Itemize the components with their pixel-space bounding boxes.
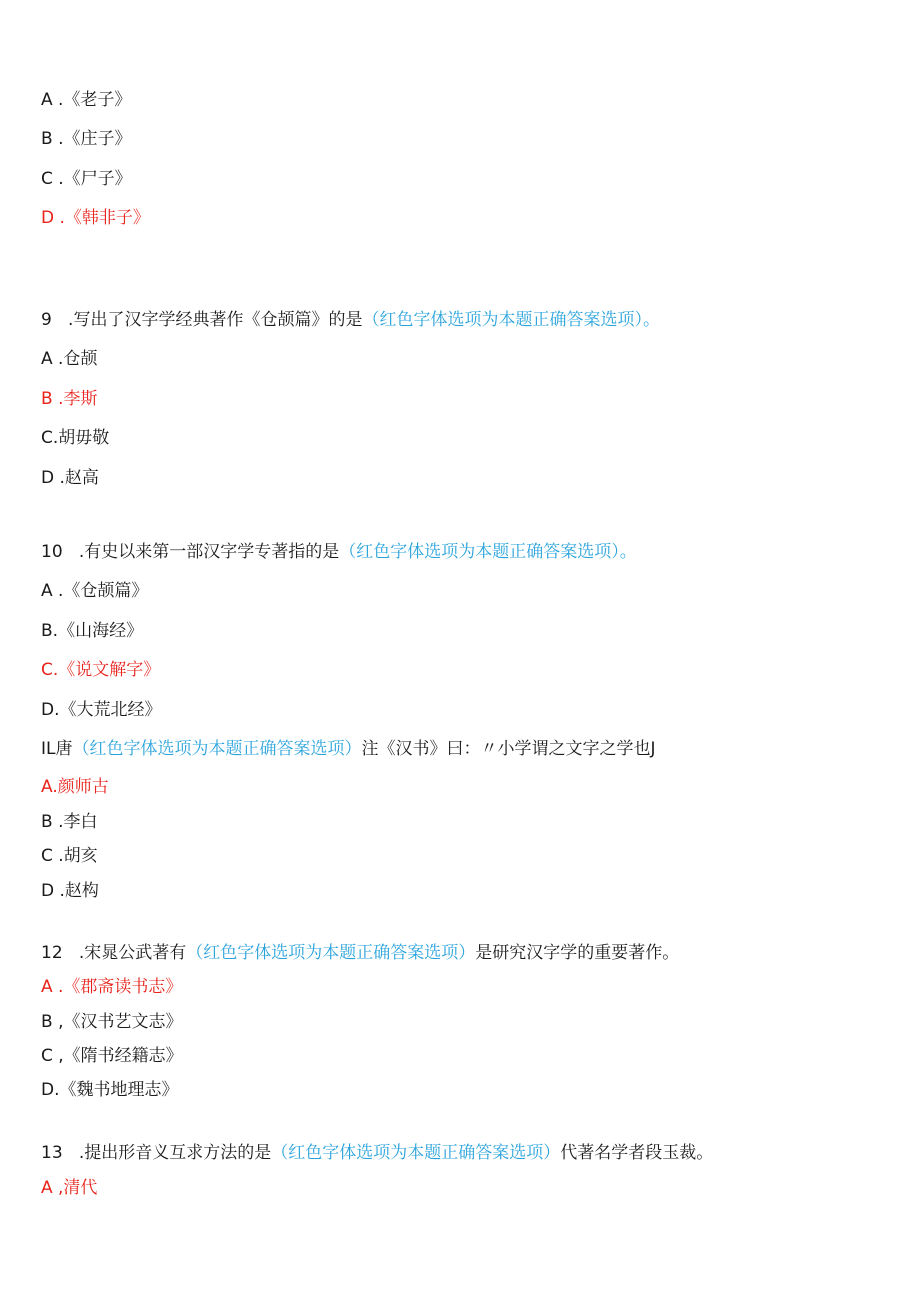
question-number: 13: [41, 1143, 63, 1163]
q9-option-d: D .赵高: [41, 468, 99, 488]
answer-hint: （红色字体选项为本题正确答案选项）: [72, 739, 362, 759]
question-number: 9: [41, 310, 52, 330]
answer-hint: （红色字体选项为本题正确答案选项）: [362, 310, 643, 330]
q9-option-a: A .仓颉: [41, 349, 98, 369]
question-number: IL: [41, 739, 56, 759]
question-number: 12: [41, 943, 63, 963]
q11-option-d: D .赵构: [41, 881, 99, 901]
answer-hint: （红色字体选项为本题正确答案选项）: [271, 1143, 561, 1163]
q12-stem: [41, 941, 679, 965]
question-stem-text: .写出了汉字学经典著作《仓颉篇》的是: [68, 310, 363, 330]
answer-hint: （红色字体选项为本题正确答案选项）: [339, 542, 620, 562]
question-stem-text: 唐: [55, 739, 73, 759]
q11-option-b: B .李白: [41, 812, 98, 832]
question-stem-end: 是研究汉字学的重要著作。: [475, 943, 680, 963]
answer-hint: （红色字体选项为本题正确答案选项）: [186, 943, 476, 963]
question-stem-text: .宋晁公武著有: [78, 943, 187, 963]
q10-stem: [41, 540, 637, 564]
question-stem-end: 注《汉书》曰：〃小学谓之文字之学也J: [361, 739, 656, 759]
q10-option-b: B.《山海经》: [41, 621, 144, 641]
question-stem-end: 。: [642, 310, 660, 330]
q12-option-a: A .《郡斋读书志》: [41, 977, 183, 997]
q9-option-c: C.胡毋敬: [41, 428, 110, 448]
q13-option-a: A ,清代: [41, 1178, 98, 1198]
question-number: 10: [41, 542, 63, 562]
q10-option-a: A .《仓颉篇》: [41, 581, 149, 601]
q10-option-d: D.《大荒北经》: [41, 700, 162, 720]
q10-option-c: C.《说文解字》: [41, 660, 161, 680]
question-stem-text: .有史以来第一部汉字学专著指的是: [78, 542, 340, 562]
q12-option-c: C ,《隋书经籍志》: [41, 1046, 183, 1066]
q9-option-b: B .李斯: [41, 389, 98, 409]
q8-option-b: B .《庄子》: [41, 129, 132, 149]
question-stem-text: .提出形音义互求方法的是: [78, 1143, 272, 1163]
q12-option-b: B ,《汉书艺文志》: [41, 1012, 183, 1032]
question-stem-end: 。: [619, 542, 637, 562]
q11-option-a: A.颜师古: [41, 777, 109, 797]
question-stem-end: 代著名学者段玉裁。: [560, 1143, 714, 1163]
q8-option-d: D .《韩非子》: [41, 208, 150, 228]
q8-option-a: A .《老子》: [41, 90, 132, 110]
q13-stem: [41, 1141, 713, 1165]
q11-option-c: C .胡亥: [41, 846, 98, 866]
q8-option-c: C .《尸子》: [41, 169, 132, 189]
q9-stem: [41, 308, 660, 332]
q11-stem: [41, 737, 656, 761]
q12-option-d: D.《魏书地理志》: [41, 1080, 179, 1100]
